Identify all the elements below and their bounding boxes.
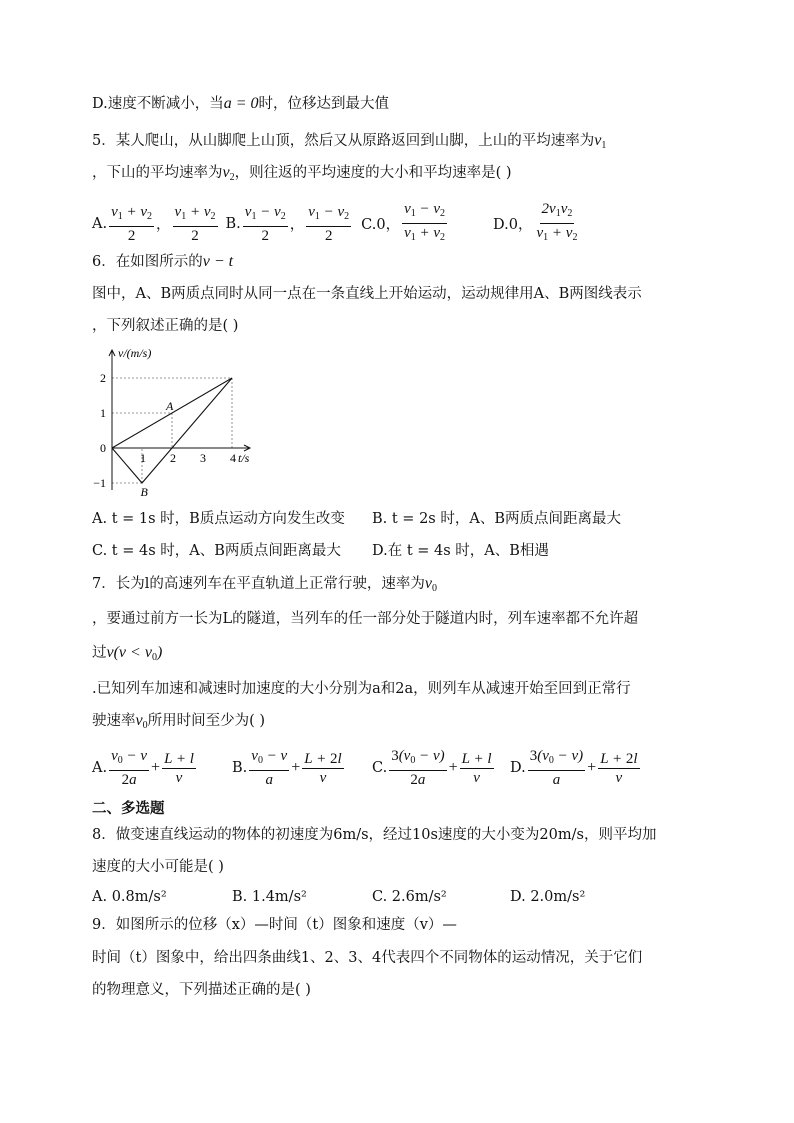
- q7-stem-line1: 7．长为l的高速列车在平直轨道上正常行驶，速率为$v_0$: [92, 575, 437, 594]
- q7-v0: $v_0$: [424, 575, 437, 594]
- q6-stem-line3: ，下列叙述正确的是( ): [92, 318, 239, 334]
- q5-stem-line2: ，下山的平均速率为$v_2$，则往返的平均速度的大小和平均速率是( ): [92, 164, 512, 183]
- q8-option-c: C. 2.6m/s²: [372, 889, 447, 905]
- q6-option-a: A. t = 1s 时，B质点运动方向发生改变: [92, 511, 345, 527]
- y-axis-label: v/(m/s): [118, 346, 152, 360]
- series-b-label: B: [140, 485, 148, 499]
- q7-v-condition: $v(v < v_0)$: [106, 644, 163, 663]
- x-tick-label: 3: [200, 451, 206, 465]
- x-tick-label: 4: [230, 451, 236, 465]
- q8-option-d: D. 2.0m/s²: [510, 889, 586, 905]
- q9-stem-line1: 9．如图所示的位移（x）—时间（t）图象和速度（v）—: [92, 917, 457, 933]
- x-tick-label: 1: [140, 451, 146, 465]
- q7-stem-line3: 过$v(v < v_0)$: [92, 644, 163, 663]
- q9-stem-line3: 的物理意义，下列描述正确的是( ): [92, 982, 311, 998]
- q7-stem-line2: ，要通过前方一长为L的隧道，当列车的任一部分处于隧道内时，列车速率都不允许超: [92, 611, 639, 627]
- q4-d-math: a = 0: [223, 95, 259, 112]
- q6-option-d: D.在 t = 4s 时，A、B相遇: [372, 543, 549, 559]
- q8-stem-line2: 速度的大小可能是( ): [92, 859, 224, 875]
- q5-frac-b1: $\frac{v_1 - v_2}{2}$: [244, 203, 286, 244]
- q8-stem-line1: 8．做变速直线运动的物体的初速度为6m/s，经过10s速度的大小变为20m/s，则平均加: [92, 827, 657, 843]
- q7-option-a: A. $\frac{v_0 - v}{2a}$ + $\frac{L + l}{v}$: [92, 748, 194, 788]
- q5-frac-b2: $\frac{v_1 - v_2}{2}$: [308, 203, 350, 244]
- section-title-multiple-choice: 二、多选题: [92, 800, 165, 817]
- q7-stem-line5: 驶速率$v_0$所用时间至少为( ): [92, 712, 266, 731]
- q5-option-c-label: C.0，: [361, 217, 401, 233]
- x-axis-label: t/s: [238, 451, 250, 465]
- x-tick-label: 2: [170, 451, 176, 465]
- chart-labels: [93, 346, 249, 499]
- q5-frac-a1: $\frac{v_1 + v_2}{2}$: [111, 203, 153, 244]
- q6-stem-line2: 图中，A、B两质点同时从同一点在一条直线上开始运动，运动规律用A、B两图线表示: [92, 286, 642, 302]
- chart-guides: [112, 378, 232, 483]
- q7-option-b: B. $\frac{v_0 - v}{a}$ + $\frac{L + 2l}{v}$: [232, 748, 342, 788]
- vt-graph: [90, 340, 290, 500]
- q8-option-b: B. 1.4m/s²: [232, 889, 307, 905]
- q8-option-a: A. 0.8m/s²: [92, 889, 167, 905]
- q6-option-b: B. t = 2s 时，A、B两质点间距离最大: [372, 511, 621, 527]
- q7-option-d: D. $\frac{3(v_0 - v)}{a}$ + $\frac{L + 2l}{v}$: [510, 748, 638, 788]
- q5-v2: $v_2$: [222, 164, 235, 183]
- q5-option-b-label: B.: [225, 215, 241, 232]
- q5-stem-line1: 5．某人爬山，从山脚爬上山顶，然后又从原路返回到山脚，上山的平均速率为$v_1$: [92, 132, 607, 151]
- y-tick-label: −1: [93, 476, 106, 490]
- q5-options: A. $\frac{v_1 + v_2}{2}$ ， $\frac{v_1 + v_2}{2}$ B. $\frac{v_1 - v_2}{2}$ ， $\frac{v_1 - v_2}{2}$ C.0， $\frac{v_1 - v_2}{v_1 + v_2}$ D.0， $\frac{2v_1v_2}{v_1 + v_2}$: [92, 200, 581, 247]
- q6-stem-line1: 6．在如图所示的v − t: [92, 253, 234, 270]
- q7-v0b: $v_0$: [135, 712, 148, 731]
- y-tick-label: 1: [100, 406, 106, 420]
- q5-v1: $v_1$: [594, 132, 607, 151]
- series-a-label: A: [166, 399, 174, 414]
- q5-frac-a2: $\frac{v_1 + v_2}{2}$: [174, 203, 216, 244]
- q5-frac-c: $\frac{v_1 - v_2}{v_1 + v_2}$: [404, 201, 446, 243]
- q5-frac-d: $\frac{2v_1v_2}{v_1 + v_2}$: [536, 201, 578, 243]
- q7-option-c: C. $\frac{3(v_0 - v)}{2a}$ + $\frac{L + l}{v}$: [372, 748, 492, 788]
- q7-stem-line4: .已知列车加速和减速时加速度的大小分别为a和2a，则列车从减速开始至回到正常行: [92, 681, 631, 697]
- q9-stem-line2: 时间（t）图象中，给出四条曲线1、2、3、4代表四个不同物体的运动情况，关于它们: [92, 950, 643, 966]
- q5-option-d-label: D.0，: [493, 217, 533, 233]
- y-tick-label: 2: [100, 371, 106, 385]
- q4-option-d: D.速度不断减小，当a = 0时，位移达到最大值: [92, 95, 390, 112]
- q6-option-c: C. t = 4s 时，A、B两质点间距离最大: [92, 543, 341, 559]
- q5-option-a-label: A.: [92, 215, 108, 232]
- y-tick-label: 0: [100, 441, 106, 455]
- q6-vt-math: v − t: [202, 253, 234, 270]
